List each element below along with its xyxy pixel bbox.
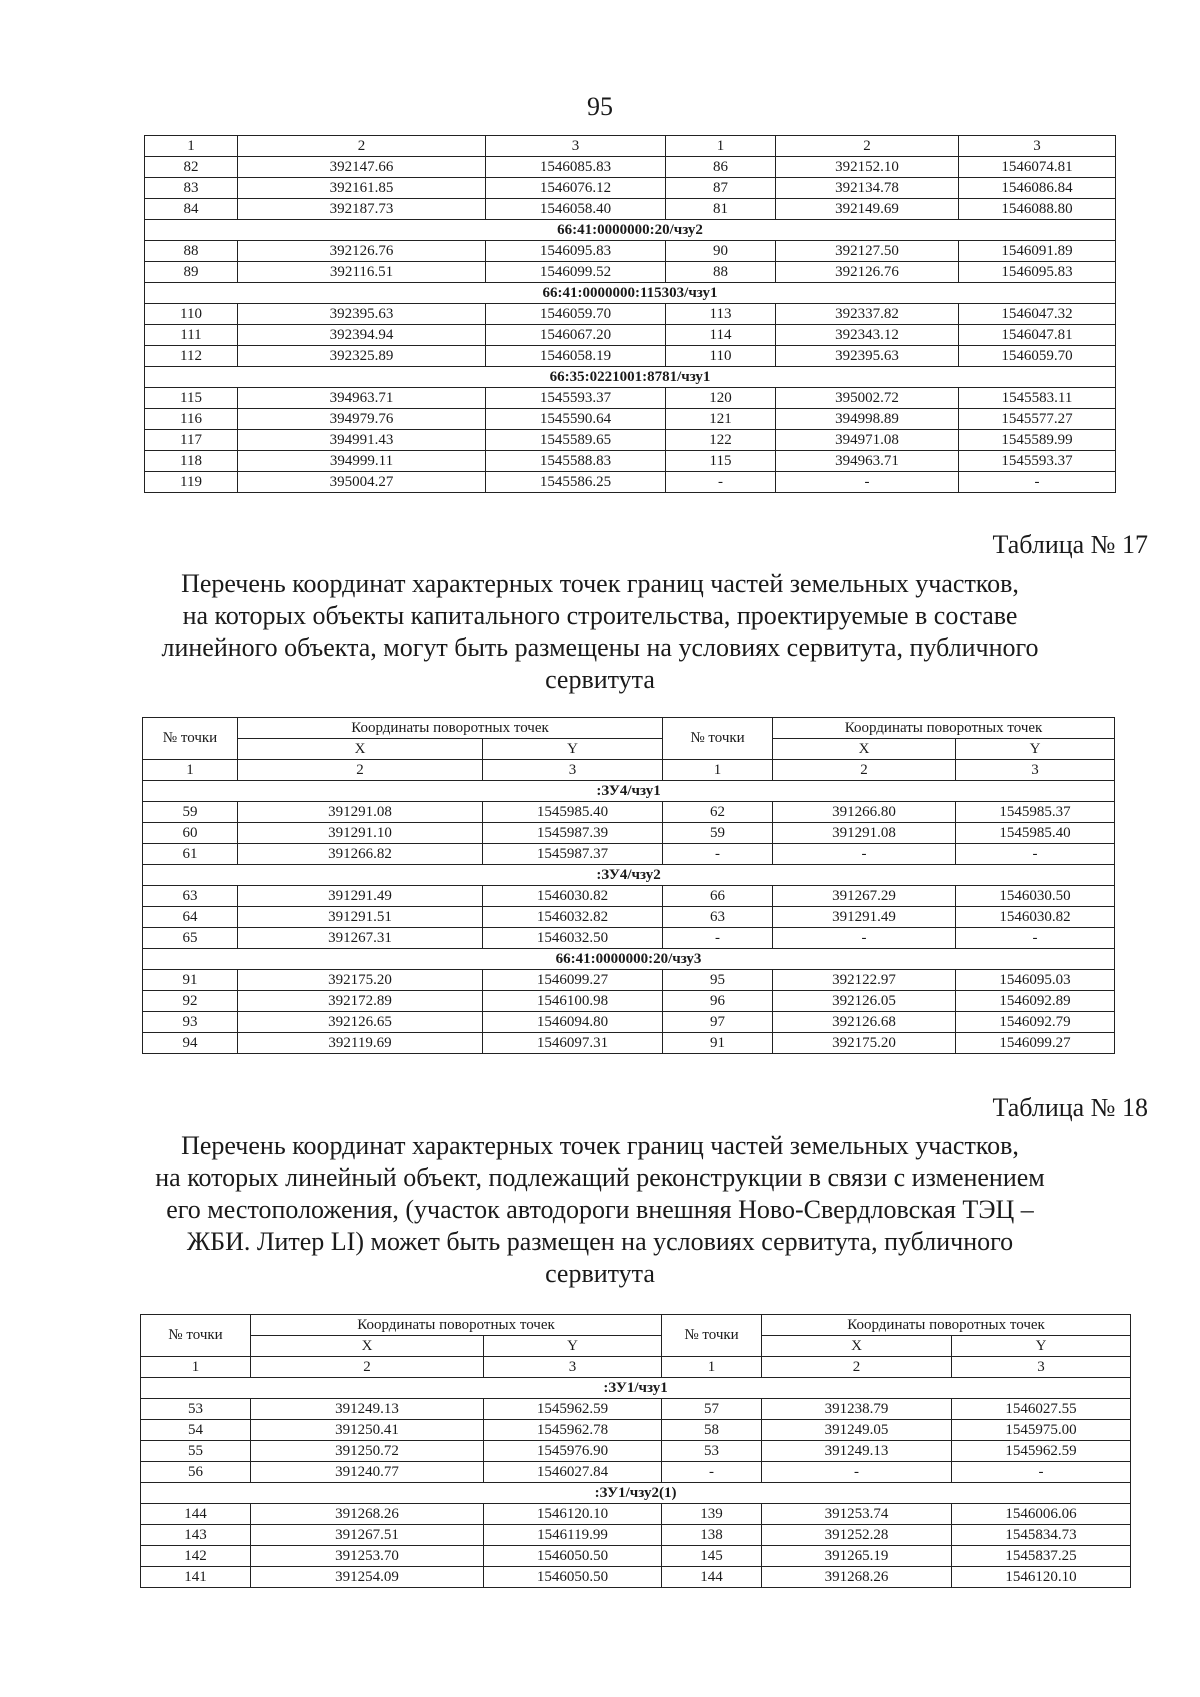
header-coords: Координаты поворотных точек (251, 1315, 662, 1336)
table-cell: 63 (663, 907, 773, 928)
header-coords: Координаты поворотных точек (238, 718, 663, 739)
table-cell: 391249.13 (762, 1441, 952, 1462)
table-row (141, 1504, 1131, 1525)
table-cell: 96 (663, 991, 773, 1012)
table-cell: 64 (143, 907, 238, 928)
table-cell: 391238.79 (762, 1399, 952, 1420)
table-cell: 145 (662, 1546, 762, 1567)
table-cell: 1546030.50 (956, 886, 1115, 907)
table-row (143, 802, 1115, 823)
table-cell: 392147.66 (238, 157, 486, 178)
table-cell: 391250.41 (251, 1420, 484, 1441)
column-number: 2 (776, 136, 959, 157)
table-cell: 82 (145, 157, 238, 178)
table-cell: 122 (666, 430, 776, 451)
header-y: Y (484, 1336, 662, 1357)
table-cell: 1546006.06 (952, 1504, 1131, 1525)
table-cell: 84 (145, 199, 238, 220)
table-row (145, 409, 1116, 430)
table-cell: 144 (662, 1567, 762, 1588)
table-cell: 392175.20 (773, 1033, 956, 1054)
table-cell: 394999.11 (238, 451, 486, 472)
table-cell: 1545962.59 (484, 1399, 662, 1420)
table-cell: 391253.70 (251, 1546, 484, 1567)
header-y: Y (956, 739, 1115, 760)
table-cell: 1545962.78 (484, 1420, 662, 1441)
title-line: сервитута (545, 665, 655, 694)
table-cell: 86 (666, 157, 776, 178)
table-cell: 1546050.50 (484, 1567, 662, 1588)
table-cell: 392119.69 (238, 1033, 483, 1054)
table-cell: 110 (666, 346, 776, 367)
table-cell: 1546032.82 (483, 907, 663, 928)
column-number: 1 (663, 760, 773, 781)
table-cell: 91 (663, 1033, 773, 1054)
table-cell: 1546099.52 (486, 262, 666, 283)
column-number: 3 (484, 1357, 662, 1378)
table-cell: - (666, 472, 776, 493)
table-cell: 394963.71 (238, 388, 486, 409)
table-row (145, 472, 1116, 493)
table-cell: 391268.26 (762, 1567, 952, 1588)
column-number: 1 (145, 136, 238, 157)
section-row (143, 781, 1115, 802)
table-cell: 1546058.19 (486, 346, 666, 367)
table-cell: 391266.80 (773, 802, 956, 823)
table-cell: 391268.26 (251, 1504, 484, 1525)
title-line: его местоположения, (участок автодороги внешняя Ново-Свердловская ТЭЦ – (166, 1195, 1034, 1224)
table-row (145, 304, 1116, 325)
table-cell: 392126.76 (238, 241, 486, 262)
table-cell: 1546059.70 (486, 304, 666, 325)
table-cell: 1546085.83 (486, 157, 666, 178)
table-cell: 116 (145, 409, 238, 430)
column-number: 1 (662, 1357, 762, 1378)
table-cell: 392343.12 (776, 325, 959, 346)
header-x: X (251, 1336, 484, 1357)
table-cell: 1546059.70 (959, 346, 1116, 367)
table-row (141, 1462, 1131, 1483)
table-cell: 59 (143, 802, 238, 823)
table-cell: 81 (666, 199, 776, 220)
section-title: :ЗУ4/чзу2 (143, 865, 1115, 886)
table-cell: 114 (666, 325, 776, 346)
column-number: 3 (483, 760, 663, 781)
table-cell: 1545586.25 (486, 472, 666, 493)
section-row (145, 367, 1116, 388)
column-number: 2 (762, 1357, 952, 1378)
column-number: 2 (251, 1357, 484, 1378)
table-cell: 120 (666, 388, 776, 409)
column-number: 2 (773, 760, 956, 781)
table-row (143, 928, 1115, 949)
table-cell: 61 (143, 844, 238, 865)
header-coords: Координаты поворотных точек (762, 1315, 1131, 1336)
table-18 (140, 1314, 1131, 1588)
table-cell: 394991.43 (238, 430, 486, 451)
table-cell: 392395.63 (776, 346, 959, 367)
table-cell: 1546027.55 (952, 1399, 1131, 1420)
table-cell: 391265.19 (762, 1546, 952, 1567)
table-cell: 392127.50 (776, 241, 959, 262)
table-cell: 53 (662, 1441, 762, 1462)
table-continuation (144, 135, 1116, 493)
table-cell: 1545589.65 (486, 430, 666, 451)
table-cell: 392325.89 (238, 346, 486, 367)
table-row (143, 823, 1115, 844)
table-cell: 392187.73 (238, 199, 486, 220)
table-cell: 391249.05 (762, 1420, 952, 1441)
table-cell: 1546076.12 (486, 178, 666, 199)
table-row (145, 157, 1116, 178)
section-title: :ЗУ1/чзу2(1) (141, 1483, 1131, 1504)
table-cell: 394971.08 (776, 430, 959, 451)
table-cell: 1546086.84 (959, 178, 1116, 199)
table-cell: 1546091.89 (959, 241, 1116, 262)
table-row (141, 1399, 1131, 1420)
table-cell: 97 (663, 1012, 773, 1033)
column-number: 3 (959, 136, 1116, 157)
table-cell: 87 (666, 178, 776, 199)
table-cell: 113 (666, 304, 776, 325)
table-cell: 1546099.27 (483, 970, 663, 991)
table-cell: 1546095.83 (959, 262, 1116, 283)
table-cell: 1546095.83 (486, 241, 666, 262)
section-row (145, 220, 1116, 241)
header-row (143, 739, 1115, 760)
table-cell: 110 (145, 304, 238, 325)
table-cell: 117 (145, 430, 238, 451)
table-cell: 395004.27 (238, 472, 486, 493)
header-point-no: № точки (662, 1315, 762, 1357)
table-cell: 392126.05 (773, 991, 956, 1012)
table-cell: 1546120.10 (484, 1504, 662, 1525)
table-cell: 391291.51 (238, 907, 483, 928)
table-cell: 394979.76 (238, 409, 486, 430)
table-cell: - (773, 844, 956, 865)
table-cell: 391253.74 (762, 1504, 952, 1525)
table-cell: 139 (662, 1504, 762, 1525)
table-cell: 1546047.81 (959, 325, 1116, 346)
column-number: 3 (956, 760, 1115, 781)
table-cell: 394963.71 (776, 451, 959, 472)
section-title: :ЗУ1/чзу1 (141, 1378, 1131, 1399)
table-cell: 392149.69 (776, 199, 959, 220)
table-cell: 392122.97 (773, 970, 956, 991)
table-row (141, 1546, 1131, 1567)
table-cell: 55 (141, 1441, 251, 1462)
table-cell: - (663, 844, 773, 865)
table-row (145, 241, 1116, 262)
table-cell: 1546032.50 (483, 928, 663, 949)
table-cell: 1545985.40 (956, 823, 1115, 844)
table-18-caption: Таблица № 18 (992, 1093, 1148, 1122)
table-cell: 1545962.59 (952, 1441, 1131, 1462)
table-cell: 392161.85 (238, 178, 486, 199)
table-cell: 59 (663, 823, 773, 844)
title-line: Перечень координат характерных точек границ частей земельных участков, (181, 1131, 1019, 1160)
section-row (143, 949, 1115, 970)
table-cell: 1545987.39 (483, 823, 663, 844)
table-cell: 118 (145, 451, 238, 472)
section-row (143, 865, 1115, 886)
table-cell: 142 (141, 1546, 251, 1567)
column-number: 1 (141, 1357, 251, 1378)
table-cell: 391254.09 (251, 1567, 484, 1588)
table-cell: 391240.77 (251, 1462, 484, 1483)
table-cell: 88 (145, 241, 238, 262)
table-cell: 93 (143, 1012, 238, 1033)
table-cell: 1545593.37 (959, 451, 1116, 472)
table-cell: 391249.13 (251, 1399, 484, 1420)
table-cell: 121 (666, 409, 776, 430)
table-cell: 1546030.82 (956, 907, 1115, 928)
title-line: сервитута (545, 1259, 655, 1288)
table-row (145, 451, 1116, 472)
table-cell: 392126.65 (238, 1012, 483, 1033)
column-number-row (143, 760, 1115, 781)
table-cell: 143 (141, 1525, 251, 1546)
header-coords: Координаты поворотных точек (773, 718, 1115, 739)
title-line: линейного объекта, могут быть размещены на условиях сервитута, публичного (161, 633, 1039, 662)
table-cell: 391250.72 (251, 1441, 484, 1462)
table-row (145, 178, 1116, 199)
table-cell: - (773, 928, 956, 949)
table-cell: - (776, 472, 959, 493)
title-line: ЖБИ. Литер LI) может быть размещен на условиях сервитута, публичного (186, 1227, 1014, 1256)
table-row (145, 325, 1116, 346)
header-row (143, 718, 1115, 739)
table-cell: - (762, 1462, 952, 1483)
table-row (145, 430, 1116, 451)
page-number: 95 (587, 92, 613, 121)
table-row (145, 199, 1116, 220)
table-cell: 66 (663, 886, 773, 907)
column-number-row (145, 136, 1116, 157)
table-cell: 1546097.31 (483, 1033, 663, 1054)
column-number: 1 (143, 760, 238, 781)
table-row (141, 1441, 1131, 1462)
column-number-row (141, 1357, 1131, 1378)
table-cell: 1546095.03 (956, 970, 1115, 991)
table-row (143, 970, 1115, 991)
table-cell: 62 (663, 802, 773, 823)
table-cell: 63 (143, 886, 238, 907)
table-cell: 1546092.79 (956, 1012, 1115, 1033)
table-row (141, 1525, 1131, 1546)
table-cell: 1546088.80 (959, 199, 1116, 220)
table-cell: 53 (141, 1399, 251, 1420)
header-x: X (773, 739, 956, 760)
table-cell: 1546099.27 (956, 1033, 1115, 1054)
header-point-no: № точки (143, 718, 238, 760)
table-cell: 392395.63 (238, 304, 486, 325)
table-cell: 1545593.37 (486, 388, 666, 409)
table-cell: 88 (666, 262, 776, 283)
table-row (145, 346, 1116, 367)
header-y: Y (483, 739, 663, 760)
table-cell: 115 (666, 451, 776, 472)
section-title: 66:41:0000000:20/чзу3 (143, 949, 1115, 970)
table-cell: - (662, 1462, 762, 1483)
table-row (143, 844, 1115, 865)
table-cell: 1545583.11 (959, 388, 1116, 409)
table-cell: 1545834.73 (952, 1525, 1131, 1546)
table-cell: 391252.28 (762, 1525, 952, 1546)
table-cell: 391291.08 (773, 823, 956, 844)
table-row (145, 388, 1116, 409)
section-title: 66:35:0221001:8781/чзу1 (145, 367, 1116, 388)
table-cell: 391267.31 (238, 928, 483, 949)
column-number: 1 (666, 136, 776, 157)
table-cell: 119 (145, 472, 238, 493)
table-cell: 1546120.10 (952, 1567, 1131, 1588)
table-cell: 1545985.40 (483, 802, 663, 823)
table-cell: 91 (143, 970, 238, 991)
column-number: 3 (952, 1357, 1131, 1378)
table-cell: 89 (145, 262, 238, 283)
table-cell: 394998.89 (776, 409, 959, 430)
table-cell: 141 (141, 1567, 251, 1588)
table-cell: 1546119.99 (484, 1525, 662, 1546)
table-17-title (140, 568, 1060, 696)
title-line: Перечень координат характерных точек границ частей земельных участков, (181, 569, 1019, 598)
table-cell: 391267.51 (251, 1525, 484, 1546)
table-cell: 1545837.25 (952, 1546, 1131, 1567)
table-cell: - (959, 472, 1116, 493)
table-cell: 83 (145, 178, 238, 199)
table-cell: 391267.29 (773, 886, 956, 907)
section-row (141, 1378, 1131, 1399)
table-row (143, 1033, 1115, 1054)
table-cell: 391266.82 (238, 844, 483, 865)
table-cell: - (663, 928, 773, 949)
table-cell: 58 (662, 1420, 762, 1441)
table-cell: 392175.20 (238, 970, 483, 991)
table-cell: 144 (141, 1504, 251, 1525)
header-row (141, 1336, 1131, 1357)
table-cell: 391291.49 (773, 907, 956, 928)
table-cell: - (956, 844, 1115, 865)
table-cell: 392394.94 (238, 325, 486, 346)
table-cell: 1546058.40 (486, 199, 666, 220)
table-cell: 1546092.89 (956, 991, 1115, 1012)
table-row (141, 1420, 1131, 1441)
table-cell: 54 (141, 1420, 251, 1441)
table-cell: 395002.72 (776, 388, 959, 409)
table-cell: 57 (662, 1399, 762, 1420)
section-row (145, 283, 1116, 304)
table-cell: 392337.82 (776, 304, 959, 325)
table-cell: 1545577.27 (959, 409, 1116, 430)
table-row (143, 907, 1115, 928)
table-cell: - (952, 1462, 1131, 1483)
table-cell: - (956, 928, 1115, 949)
table-cell: 1545975.00 (952, 1420, 1131, 1441)
table-cell: 95 (663, 970, 773, 991)
table-cell: 1546050.50 (484, 1546, 662, 1567)
table-cell: 1545976.90 (484, 1441, 662, 1462)
header-x: X (762, 1336, 952, 1357)
table-cell: 1545589.99 (959, 430, 1116, 451)
table-cell: 392126.76 (776, 262, 959, 283)
table-row (143, 991, 1115, 1012)
table-cell: 1546074.81 (959, 157, 1116, 178)
header-point-no: № точки (663, 718, 773, 760)
table-cell: 392126.68 (773, 1012, 956, 1033)
section-title: 66:41:0000000:20/чзу2 (145, 220, 1116, 241)
table-17 (142, 717, 1115, 1054)
section-title: 66:41:0000000:115303/чзу1 (145, 283, 1116, 304)
header-y: Y (952, 1336, 1131, 1357)
column-number: 2 (238, 760, 483, 781)
table-cell: 60 (143, 823, 238, 844)
table-cell: 391291.10 (238, 823, 483, 844)
table-cell: 1546100.98 (483, 991, 663, 1012)
table-row (145, 262, 1116, 283)
table-cell: 391291.49 (238, 886, 483, 907)
table-cell: 112 (145, 346, 238, 367)
table-cell: 392152.10 (776, 157, 959, 178)
table-cell: 115 (145, 388, 238, 409)
table-cell: 1546030.82 (483, 886, 663, 907)
table-cell: 94 (143, 1033, 238, 1054)
header-row (141, 1315, 1131, 1336)
table-row (141, 1567, 1131, 1588)
table-cell: 1546067.20 (486, 325, 666, 346)
table-cell: 1546094.80 (483, 1012, 663, 1033)
title-line: на которых объекты капитального строительства, проектируемые в составе (182, 601, 1018, 630)
section-row (141, 1483, 1131, 1504)
table-row (143, 886, 1115, 907)
table-cell: 92 (143, 991, 238, 1012)
table-cell: 392134.78 (776, 178, 959, 199)
table-row (143, 1012, 1115, 1033)
table-cell: 56 (141, 1462, 251, 1483)
header-point-no: № точки (141, 1315, 251, 1357)
table-cell: 111 (145, 325, 238, 346)
table-cell: 1546027.84 (484, 1462, 662, 1483)
table-cell: 392116.51 (238, 262, 486, 283)
table-cell: 392172.89 (238, 991, 483, 1012)
table-cell: 1545987.37 (483, 844, 663, 865)
table-cell: 1545590.64 (486, 409, 666, 430)
table-cell: 65 (143, 928, 238, 949)
table-17-caption: Таблица № 17 (992, 530, 1148, 559)
table-cell: 1546047.32 (959, 304, 1116, 325)
column-number: 2 (238, 136, 486, 157)
column-number: 3 (486, 136, 666, 157)
table-cell: 391291.08 (238, 802, 483, 823)
title-line: на которых линейный объект, подлежащий реконструкции в связи с изменением (155, 1163, 1045, 1192)
table-cell: 90 (666, 241, 776, 262)
header-x: X (238, 739, 483, 760)
table-18-title (140, 1130, 1060, 1290)
section-title: :ЗУ4/чзу1 (143, 781, 1115, 802)
table-cell: 1545588.83 (486, 451, 666, 472)
table-cell: 1545985.37 (956, 802, 1115, 823)
table-cell: 138 (662, 1525, 762, 1546)
